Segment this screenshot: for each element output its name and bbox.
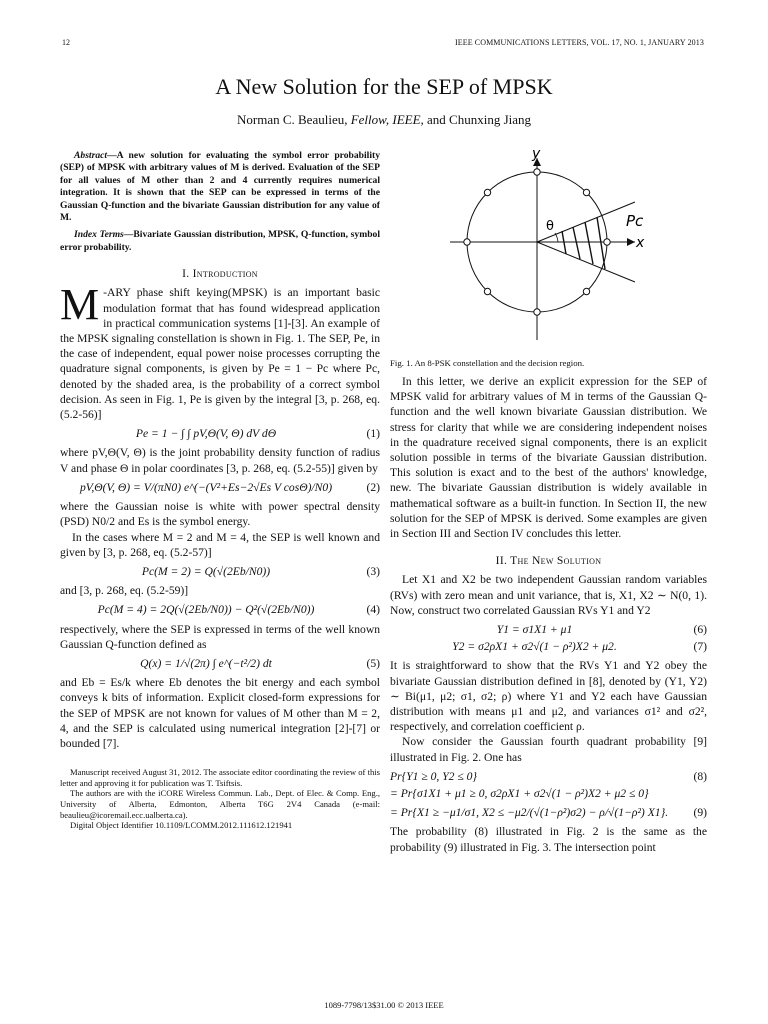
intro-paragraph-7: and Eb = Es/k where Eb denotes the bit energy and each symbol conveys k bits of information. Explicit closed-form expressions for the SEP of MPSK are not known for values of M other than M = 2, 4, and the SEP is calculated using numerical integration [2]-[7] or bounded [7].: [60, 676, 380, 750]
equation-8-body: Pr{Y1 ≥ 0, Y2 ≤ 0}: [390, 769, 478, 783]
equation-2: [60, 480, 380, 495]
equation-7-body: Y2 = σ2ρX1 + σ2√(1 − ρ²)X2 + μ2.: [452, 640, 617, 654]
section-1-title: I. Introduction: [182, 267, 258, 281]
equation-3-body: Pc(M = 2) = Q(√(2Eb/N0)): [141, 564, 271, 578]
equation-5: [60, 656, 380, 671]
equation-9: [390, 805, 707, 820]
footnote: [60, 761, 380, 831]
right-paragraph-1: In this letter, we derive an explicit expression for the SEP of MPSK valid for arbitrary values of M in terms of the Gaussian Q-function and the well known bivariate Gaussian distribution. We stress for clarity that while we are considering independent noises in the quadrature received signal components, there is an explicit solution possible in terms of the bivariate Gaussian distribution. This solution is exact and to the best of the authors' knowledge, new. The bivariate Gaussian distribution is widely available in mathematical software as a built-in function. In Section II, the new solution for the SEP of MPSK is derived. Some examples are given in Section III and Section IV concludes this letter.: [390, 375, 707, 541]
page-number: 12: [62, 38, 70, 47]
right-paragraph-3: It is straightforward to show that the RVs Y1 and Y2 obey the bivariate Gaussian distribution defined in [8], denoted by (Y1, Y2) ∼ Bi(μ1, μ2; σ1, σ2; ρ) where Y1 and Y2 each have Gaussian distribution with means μ1 and μ2, and variances σ1² and σ2², respectively, and correlation coefficient ρ.: [390, 659, 707, 734]
equation-6: [390, 622, 707, 637]
intro-p1-text: -ARY phase shift keying(MPSK) is an important basic modulation format that has found widespread application in practical communication systems [1]-[3]. An example of the MPSK signaling constellation is shown in Fig. 1. The SEP, Pe, in the case of independent, equal power noise processes corrupting the quadrature signal components, is given by Pe = 1 − Pc where Pc, denoted by the shaded area, is the probability of a correct symbol decision. As seen in Fig. 1, Pe is given by the integral [3, p. 268, eq. (5.2-56)]: [60, 286, 380, 422]
equation-1-body: Pe = 1 − ∫ ∫ pV,Θ(V, Θ) dV dΘ: [135, 427, 277, 441]
right-paragraph-5: The probability (8) illustrated in Fig. 2 is the same as the probability (9) illustrated in Fig. 3. The intersection point: [390, 825, 707, 854]
journal-header: IEEE COMMUNICATIONS LETTERS, VOL. 17, NO. 1, JANUARY 2013: [454, 38, 704, 47]
equation-7: [390, 639, 707, 654]
footnote-doi: Digital Object Identifier 10.1109/LCOMM.2012.111612.121941: [70, 820, 293, 831]
y-label: y: [532, 150, 541, 162]
abstract-text: —A new solution for evaluating the symbol error probability (SEP) of MPSK with arbitrary values of M is derived. Evaluation of the SEP for all values of M other than 2 and 4 currently requires numerical integration. It is shown that the SEP can be expressed in terms of the Gaussian Q-function and the bivariate Gaussian distribution for any value of M.: [60, 150, 380, 224]
equation-2-number: (2): [366, 480, 380, 494]
section-2-title: II. The New Solution: [495, 554, 602, 568]
equation-8: [390, 769, 707, 784]
right-paragraph-4: Now consider the Gaussian fourth quadrant probability [9] illustrated in Fig. 2. One has: [390, 735, 707, 764]
right-column: [390, 150, 707, 855]
figure-1: [390, 150, 707, 369]
decision-boundary-lower: [537, 242, 635, 282]
index-terms: [60, 229, 380, 254]
equation-8b-body: = Pr{σ1X1 + μ1 ≥ 0, σ2ρX1 + σ2√(1 − ρ²)X2 + μ2 ≤ 0}: [390, 787, 649, 801]
copyright-footer: 1089-7798/13$31.00 © 2013 IEEE: [324, 1000, 444, 1010]
footnote-affiliation: The authors are with the iCORE Wireless Commun. Lab., Dept. of Elec. & Comp. Eng., University of Alberta, Edmonton, Alberta T6G 2V4 Canada (e-mail: beaulieu@icoremail.ecc.ualberta.ca).: [60, 788, 380, 820]
x-axis-arrow: [627, 238, 635, 246]
right-paragraph-2: Let X1 and X2 be two independent Gaussian random variables (RVs) with zero mean and unit variance, that is, X1, X2 ∼ N(0, 1). Now, construct two correlated Gaussian RVs Y1 and Y2: [390, 573, 707, 617]
dropcap: M: [60, 280, 100, 330]
equation-2-body: pV,Θ(V, Θ) = V/(πN0) e^(−(V²+Es−2√Es V cosΘ)/N0): [79, 480, 333, 494]
intro-paragraph-2: where pV,Θ(V, Θ) is the joint probability density function of radius V and phase Θ in polar coordinates [3, p. 268, eq. (5.2-55)] given by: [60, 446, 380, 475]
abstract: [60, 150, 380, 224]
authors-before: Norman C. Beaulieu,: [236, 112, 351, 127]
equation-7-number: (7): [693, 640, 707, 654]
intro-paragraph-1: [60, 280, 380, 422]
intro-paragraph-3: where the Gaussian noise is white with power spectral density (PSD) N0/2 and Es is the symbol energy.: [60, 500, 380, 529]
constellation-diagram: [390, 150, 707, 350]
equation-6-body: Y1 = σ1X1 + μ1: [496, 623, 573, 637]
equation-4-body: Pc(M = 4) = 2Q(√(2Eb/N0)) − Q²(√(2Eb/N0)): [97, 603, 315, 617]
equation-8-number: (8): [693, 769, 707, 783]
equation-5-number: (5): [366, 656, 380, 670]
index-terms-text: —Bivariate Gaussian distribution, MPSK, Q-function, symbol error probability.: [60, 229, 380, 253]
equation-4-number: (4): [366, 603, 380, 617]
authors: [0, 112, 768, 128]
authors-after: and Chunxing Jiang: [423, 112, 532, 127]
pc-label: Pc: [626, 212, 644, 230]
equation-9-body: = Pr{X1 ≥ −μ1/σ1, X2 ≤ −μ2/(√(1−ρ²)σ2) − ρ/√(1−ρ²) X1}.: [390, 806, 669, 820]
equation-3: [60, 564, 380, 579]
intro-paragraph-6: respectively, where the SEP is expressed in terms of the well known Gaussian Q-function defined as: [60, 622, 380, 651]
equation-9-number: (9): [693, 806, 707, 820]
theta-label: θ: [546, 219, 554, 234]
equation-1: [60, 426, 380, 441]
equation-3-number: (3): [366, 564, 380, 578]
equation-1-number: (1): [366, 427, 380, 441]
abstract-lead: Abstract: [74, 150, 108, 161]
equation-4: [60, 602, 380, 617]
equation-8b: [390, 786, 707, 801]
intro-paragraph-4: In the cases where M = 2 and M = 4, the SEP is well known and given by [3, p. 268, eq. (5.2-57)]: [60, 530, 380, 559]
intro-paragraph-5: and [3, p. 268, eq. (5.2-59)]: [60, 584, 189, 598]
figure-caption: Fig. 1. An 8-PSK constellation and the decision region.: [390, 358, 585, 369]
equation-5-body: Q(x) = 1/√(2π) ∫ e^(−t²/2) dt: [140, 656, 272, 670]
index-terms-lead: Index Terms: [74, 229, 124, 241]
equation-6-number: (6): [693, 623, 707, 637]
x-label: x: [636, 235, 645, 251]
footnote-received: Manuscript received August 31, 2012. The associate editor coordinating the review of this letter and approving it for publication was T. Tsiftsis.: [60, 767, 380, 788]
left-column: [60, 150, 380, 831]
paper-title: A New Solution for the SEP of MPSK: [215, 74, 553, 99]
authors-italic: Fellow, IEEE,: [350, 112, 424, 127]
